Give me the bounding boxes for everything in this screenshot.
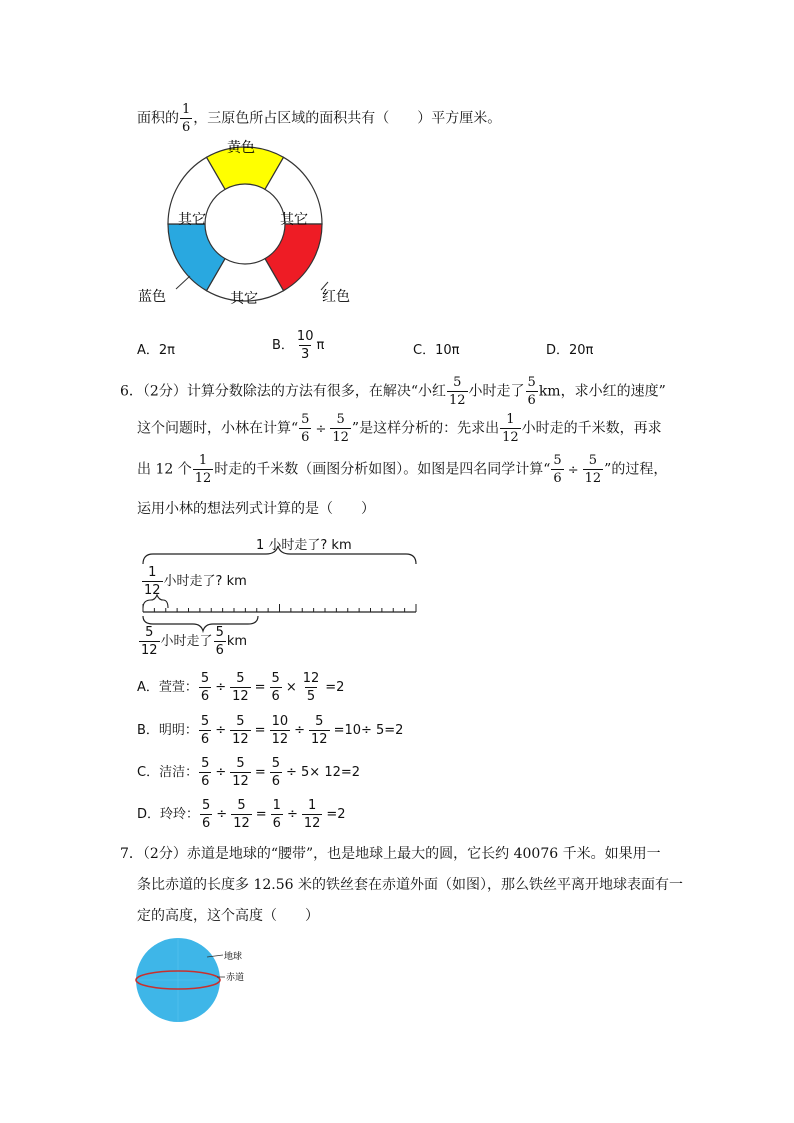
fraction: $\frac{5}{6}$ [271,756,280,789]
q6-stem-line2: 这个问题时，小林在计算“ $\frac{5}{6}$ ÷ $\frac{5}{12}$ ”是这样分析的：先求出 $\frac{1}{12}$ 小时走的千米数，再求 [137,412,662,445]
blue-pointer [176,276,190,289]
operator: × [285,680,297,695]
option-label: B．明明： [137,723,198,738]
operator: ÷ 5× 12=2 [286,765,361,780]
q5-option-b[interactable]: B． $\frac{10}{3}$ π [272,329,325,362]
q7-stem-line3: 定的高度，这个高度（ ） [137,908,319,924]
operator: ÷ [286,807,298,822]
equator-label: 赤道 [226,973,245,983]
q5-option-d[interactable]: D．20π [546,343,594,358]
label-other-right: 其它 [280,212,308,228]
fraction: $\frac{5}{12}$ [232,756,249,789]
operator: ÷ [216,807,228,822]
fraction: $\frac{1}{6}$ [272,798,281,831]
operator: = [254,765,266,780]
operator: ÷ [215,765,227,780]
operator: ÷ [294,723,306,738]
label-other-left: 其它 [178,212,206,228]
operator: =10÷ 5=2 [333,723,404,738]
q6-number: 6． [120,383,143,400]
number-line-ticks [143,604,416,612]
q6-option-c[interactable] [137,757,363,788]
q5-stem: 面积的 $\frac{1}{6}$ ，三原色所占区域的面积共有（ ）平方厘米。 [137,102,502,135]
fraction: $\frac{12}{5}$ [302,671,320,704]
q7-number: 7． [120,846,143,862]
q6-option-b[interactable] [137,715,406,746]
fraction: $\frac{5}{12}$ [233,798,250,831]
fraction: $\frac{5}{6}$ [202,798,211,831]
operator: ÷ [215,723,227,738]
operator: =2 [326,807,346,822]
option-label: A．萱萱： [137,680,198,695]
q7-stem-line1: 7．（2分）赤道是地球的“腰带”，也是地球上最大的圆，它长约 40076 千米。如果用一 [120,846,661,862]
label-red: 红色 [322,289,350,305]
q5-option-a[interactable]: A．2π [137,343,176,358]
operator: ÷ [215,680,227,695]
q5-ring-diagram [135,135,355,325]
fraction: $\frac{5}{6}$ [201,756,210,789]
label-other-bottom: 其它 [230,291,258,307]
fraction: $\frac{5}{6}$ [271,671,280,704]
fraction: $\frac{10}{12}$ [271,714,289,747]
q6-diagram-bottom-label: $\frac{5}{12}$ 小时走了 $\frac{5}{6}$ km [141,625,248,658]
q5-option-c[interactable]: C．10π [413,343,460,358]
q7-earth-diagram [135,935,260,1025]
top-brace [143,546,416,564]
fraction: $\frac{5}{12}$ [232,671,249,704]
fraction: $\frac{5}{12}$ [232,714,249,747]
fraction: $\frac{5}{12}$ [311,714,328,747]
q6-diagram-top-label: 1 小时走了? km [256,538,352,553]
fraction: $\frac{5}{6}$ [200,714,210,747]
option-label: D．玲玲： [137,807,200,822]
q6-diagram-mid-label: $\frac{1}{12}$ 小时走了? km [144,565,247,598]
option-label: C．洁洁： [137,765,199,780]
q7-score: （2分） [142,846,187,862]
q5-fraction: $\frac{1}{6}$ [182,102,191,135]
q6-score: （2分） [142,383,187,400]
q6-option-d[interactable] [137,799,349,830]
operator: = [254,723,266,738]
operator: =2 [325,680,345,695]
operator: = [254,680,266,695]
label-blue: 蓝色 [138,289,166,305]
q6-option-a[interactable] [137,672,347,703]
q6-stem-line1: 6．（2分）计算分数除法的方法有很多，在解决“小红 $\frac{5}{12}$ 小时走了 $\frac{5}{6}$ km，求小红的速度” [120,375,666,408]
fraction: $\frac{5}{6}$ [200,671,210,704]
q7-stem-line2: 条比赤道的长度多 12.56 米的铁丝套在赤道外面（如图），那么铁丝平离开地球表面有一 [137,877,683,893]
q6-stem-line4: 运用小林的想法列式计算的是（ ） [137,501,375,517]
operator: = [255,807,267,822]
label-yellow: 黄色 [227,140,255,156]
q6-stem-line3: 出 12 个 $\frac{1}{12}$ 时走的千米数（画图分析如图）。如图是四名同学计算“ $\frac{5}{6}$ ÷ $\frac{5}{12}$ ”的过程， [137,453,668,486]
earth-label: 地球 [224,952,243,962]
fraction: $\frac{1}{12}$ [303,798,321,831]
q6-diagram [138,530,420,658]
